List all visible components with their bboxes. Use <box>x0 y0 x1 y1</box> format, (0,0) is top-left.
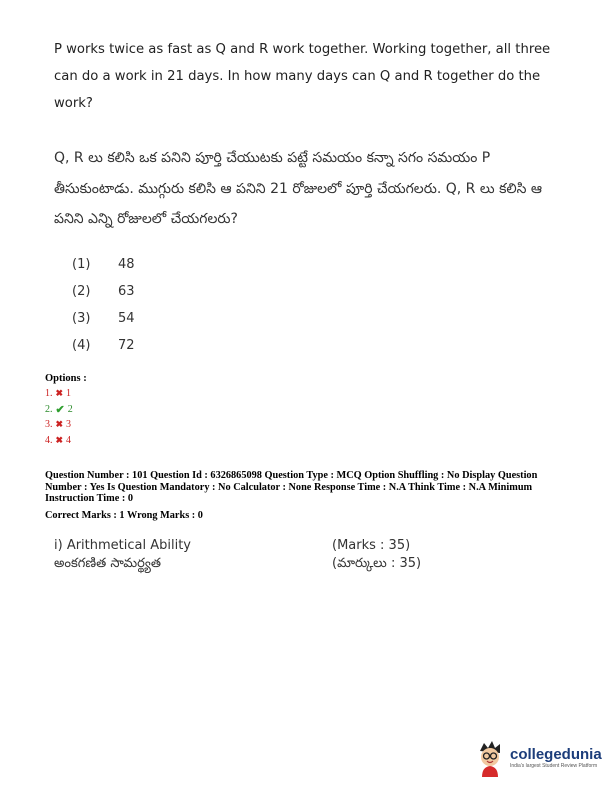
section-title <box>54 537 191 573</box>
question-metadata: Question Number : 101 Question Id : 6326865098 Question Type : MCQ Option Shuffling : No Display Question Number : Yes Is Question Mandatory : No Calculator : None Response Time : N.A Think Time : N.A Minimum Instruction Time : 0 <box>45 470 538 505</box>
choice-4 <box>72 338 135 353</box>
brand-name: collegedunia <box>510 746 602 763</box>
choice-1 <box>72 257 135 272</box>
section-marks-english: (Marks : 35) <box>332 538 411 553</box>
cross-icon: ✖ <box>55 388 64 398</box>
mascot-icon <box>474 739 506 777</box>
choice-number: (2) <box>72 284 91 299</box>
cross-icon: ✖ <box>55 435 64 445</box>
options-heading: Options : <box>45 373 87 384</box>
answer-index: 4. <box>45 435 53 446</box>
choice-value: 54 <box>118 311 135 326</box>
answer-option-2 <box>45 403 73 416</box>
answer-option-3 <box>45 419 71 430</box>
choice-value: 48 <box>118 257 135 272</box>
section-title-telugu: అంకగణిత సామర్థ్యత <box>54 556 162 571</box>
cross-icon: ✖ <box>55 419 64 429</box>
answer-option-1 <box>45 388 71 399</box>
section-marks-telugu: (మార్కులు : 35) <box>332 556 422 571</box>
answer-value: 3 <box>66 419 72 430</box>
choice-value: 63 <box>118 284 135 299</box>
choice-number: (1) <box>72 257 91 272</box>
marks-info: Correct Marks : 1 Wrong Marks : 0 <box>45 510 203 521</box>
logo-text <box>510 747 602 769</box>
collegedunia-logo <box>474 738 604 778</box>
answer-index: 1. <box>45 388 53 399</box>
answer-value: 1 <box>66 388 72 399</box>
section-title-english: i) Arithmetical Ability <box>54 538 192 553</box>
question-telugu: Q, R లు కలిసి ఒక పనిని పూర్తి చేయుటకు పట్టే సమయం కన్నా సగం సమయం P తీసుకుంటాడు. ముగ్గురు కలిసి ఆ పనిని 21 రోజులలో పూర్తి చేయగలరు. Q, R లు కలిసి ఆ పనిని ఎన్ని రోజులలో చేయగలరు? <box>54 150 543 227</box>
section-marks <box>332 537 421 573</box>
check-icon: ✔ <box>55 404 65 416</box>
choice-3 <box>72 311 135 326</box>
answer-value: 4 <box>66 435 72 446</box>
answer-option-4 <box>45 435 71 446</box>
answer-index: 2. <box>45 404 53 415</box>
choice-value: 72 <box>118 338 135 353</box>
choice-2 <box>72 284 135 299</box>
choice-number: (4) <box>72 338 91 353</box>
choice-number: (3) <box>72 311 91 326</box>
brand-tagline: India's largest Student Review Platform <box>510 763 598 769</box>
question-english: P works twice as fast as Q and R work together. Working together, all three can do a work in 21 days. In how many days can Q and R together do the work? <box>54 42 551 111</box>
answer-index: 3. <box>45 419 53 430</box>
answer-value: 2 <box>67 404 73 415</box>
